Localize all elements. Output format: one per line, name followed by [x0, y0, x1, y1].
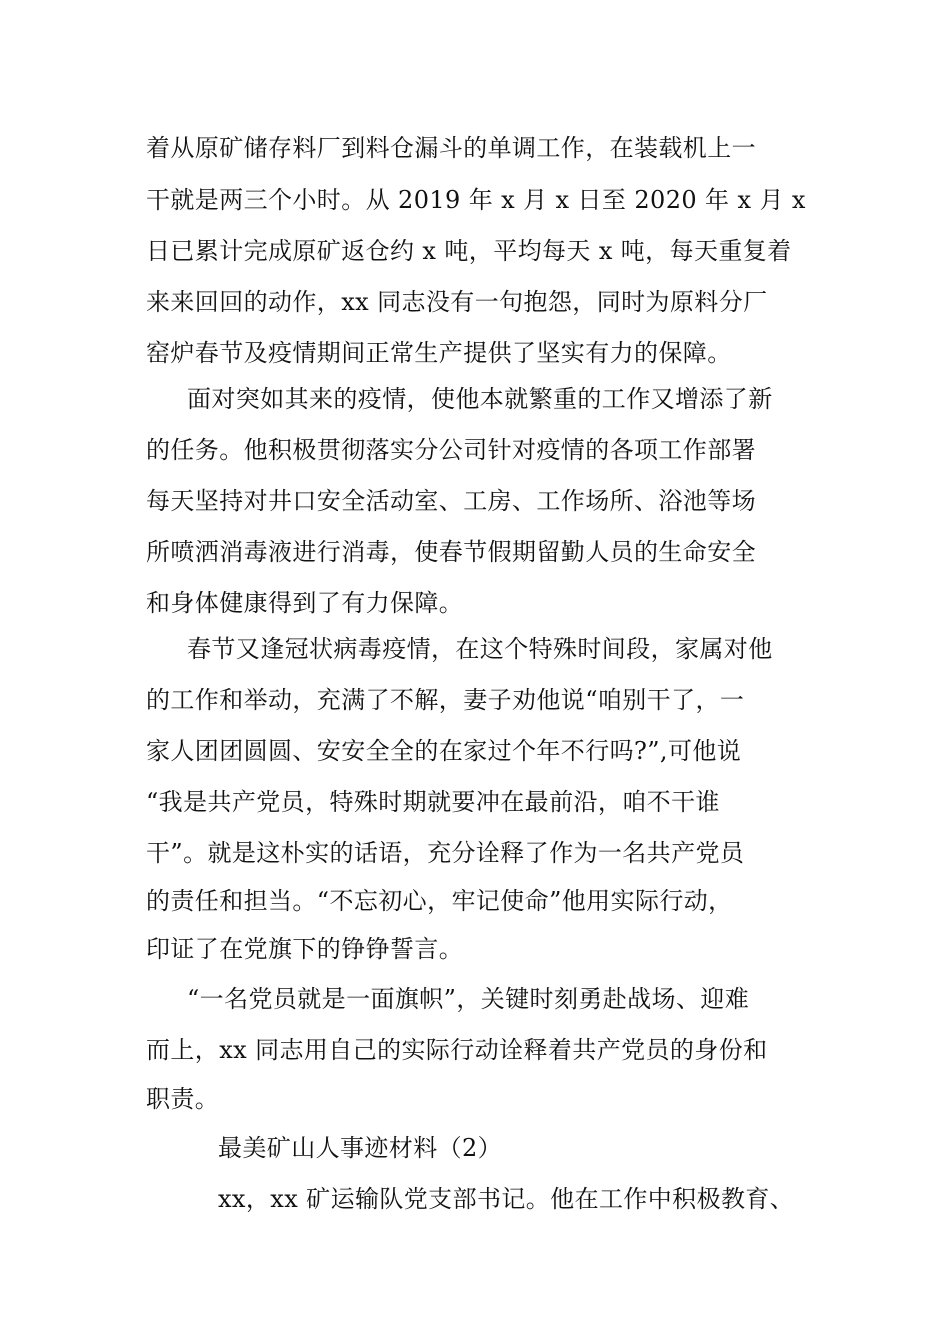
- text-line: 的责任和担当。“不忘初心，牢记使命”他用实际行动，: [146, 887, 733, 915]
- text-line: 来来回回的动作，xx 同志没有一句抱怨，同时为原料分厂: [146, 288, 768, 316]
- text-line: 的任务。他积极贯彻落实分公司针对疫情的各项工作部署: [146, 436, 756, 464]
- text-line: 所喷洒消毒液进行消毒，使春节假期留勤人员的生命安全: [146, 538, 756, 566]
- text-line: 每天坚持对井口安全活动室、工房、工作场所、浴池等场: [146, 487, 756, 515]
- paragraph-start-line: 春节又逢冠状病毒疫情，在这个特殊时间段，家属对他: [187, 635, 773, 663]
- text-line: 印证了在党旗下的铮铮誓言。: [146, 935, 464, 963]
- text-line: 的工作和举动，充满了不解，妻子劝他说“咱别干了，一: [146, 686, 745, 714]
- paragraph-start-line: xx，xx 矿运输队党支部书记。他在工作中积极教育、: [218, 1185, 795, 1213]
- text-line: 职责。: [146, 1085, 220, 1113]
- section-heading: 最美矿山人事迹材料（2）: [218, 1134, 503, 1162]
- paragraph-start-line: 面对突如其来的疫情，使他本就繁重的工作又增添了新: [187, 385, 773, 413]
- text-line: 而上，xx 同志用自己的实际行动诠释着共产党员的身份和: [146, 1036, 768, 1064]
- text-line: 家人团团圆圆、安安全全的在家过个年不行吗?”,可他说: [146, 737, 742, 765]
- text-line: 窑炉春节及疫情期间正常生产提供了坚实有力的保障。: [146, 339, 732, 367]
- text-line: “我是共产党员，特殊时期就要冲在最前沿，咱不干谁: [146, 788, 720, 816]
- paragraph-start-line: “一名党员就是一面旗帜”，关键时刻勇赴战场、迎难: [187, 985, 750, 1013]
- text-line: 日已累计完成原矿返仓约 x 吨，平均每天 x 吨，每天重复着: [146, 237, 792, 265]
- text-line: 着从原矿储存料厂到料仓漏斗的单调工作，在装载机上一: [146, 134, 756, 162]
- text-line: 和身体健康得到了有力保障。: [146, 589, 464, 617]
- text-line: 干就是两三个小时。从 2019 年 x 月 x 日至 2020 年 x 月 x: [146, 186, 806, 214]
- text-line: 干”。就是这朴实的话语，充分诠释了作为一名共产党员: [146, 839, 745, 867]
